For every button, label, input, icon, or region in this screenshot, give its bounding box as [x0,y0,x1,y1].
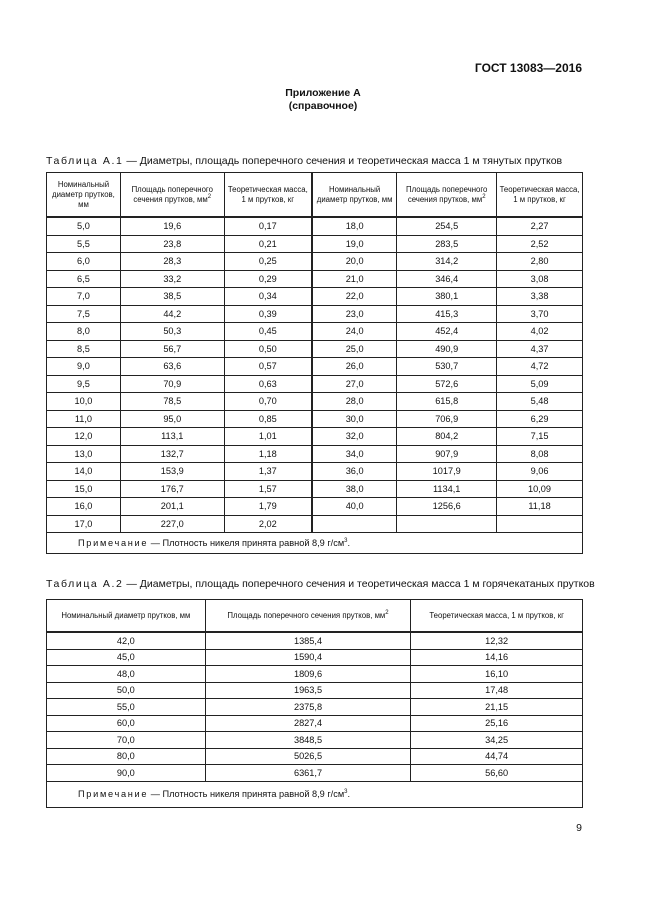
table-cell: 2827,4 [205,715,411,732]
table-cell: 18,0 [312,217,397,235]
table-row [47,235,583,253]
table2-header-area-text: Площадь поперечного сечения прутков, мм [227,610,386,620]
table-cell: 19,6 [120,217,224,235]
table-cell: 33,2 [120,270,224,288]
table-cell: 5,48 [497,393,583,411]
table-cell: 16,0 [47,498,121,516]
table-cell: 1,01 [224,428,312,446]
table1-note-sup: 3 [344,538,348,544]
table-cell: 201,1 [120,498,224,516]
table-cell: 95,0 [120,410,224,428]
table-row [47,410,583,428]
table-cell: 346,4 [397,270,497,288]
table-cell: 13,0 [47,445,121,463]
table-cell: 70,9 [120,375,224,393]
table-cell: 907,9 [397,445,497,463]
table-cell: 9,5 [47,375,121,393]
table2-header-mass [411,600,583,633]
table-cell: 1590,4 [205,649,411,666]
table-row [47,748,583,765]
table-row [47,375,583,393]
table-cell: 23,8 [120,235,224,253]
table-row [47,632,583,649]
table-cell: 314,2 [397,253,497,271]
table-cell: 8,0 [47,323,121,341]
table2-header-area [205,600,411,633]
table2-header-row [47,600,583,633]
table-cell: 3848,5 [205,732,411,749]
table-cell: 7,5 [47,305,121,323]
table-cell: 572,6 [397,375,497,393]
table-cell: 4,72 [497,358,583,376]
table-cell: 0,25 [224,253,312,271]
table-cell: 14,0 [47,463,121,481]
table-cell: 132,7 [120,445,224,463]
table-cell: 7,0 [47,288,121,306]
table-cell: 1256,6 [397,498,497,516]
table-cell: 4,02 [497,323,583,341]
table-row [47,480,583,498]
table-cell: 21,0 [312,270,397,288]
table1-header-mass2 [497,173,583,218]
table-cell: 55,0 [47,699,206,716]
table2-caption-text: — Диаметры, площадь поперечного сечения и теоретическая масса 1 м горячекатаных прутков [123,578,595,590]
table-cell: 0,70 [224,393,312,411]
table-row [47,358,583,376]
table2-header-mass-text: Теоретическая масса, 1 м прутков, кг [429,610,564,620]
table-cell: 0,57 [224,358,312,376]
table-row [47,428,583,446]
table-cell: 22,0 [312,288,397,306]
table2-note-end: . [347,789,351,799]
table1-header-area2-text: Площадь поперечного сечения прутков, мм [406,184,488,204]
table-cell: 1,37 [224,463,312,481]
table-cell: 19,0 [312,235,397,253]
table-cell: 10,09 [497,480,583,498]
table-cell: 36,0 [312,463,397,481]
table-cell: 30,0 [312,410,397,428]
table-cell: 0,85 [224,410,312,428]
table-cell [312,515,397,533]
table-row [47,666,583,683]
table-cell: 32,0 [312,428,397,446]
table-cell: 5,5 [47,235,121,253]
table-row [47,393,583,411]
table-cell: 80,0 [47,748,206,765]
table-cell: 490,9 [397,340,497,358]
table2-note [47,781,583,807]
table-cell [497,515,583,533]
appendix-title: Приложение А [285,87,361,99]
table-cell: 8,08 [497,445,583,463]
table-cell: 11,0 [47,410,121,428]
table-cell: 1385,4 [205,632,411,649]
table-cell: 1809,6 [205,666,411,683]
table-cell: 2,80 [497,253,583,271]
table-cell: 5,09 [497,375,583,393]
table-row [47,323,583,341]
table-cell: 40,0 [312,498,397,516]
table-cell: 227,0 [120,515,224,533]
table-cell: 44,2 [120,305,224,323]
table-cell: 60,0 [47,715,206,732]
table1-note-row [47,533,583,554]
table-cell: 153,9 [120,463,224,481]
table-row [47,649,583,666]
table2-note-label: Примечание [78,789,149,799]
table-cell: 176,7 [120,480,224,498]
table2-header-area-sup: 2 [385,609,389,616]
table1 [46,172,583,554]
table-cell: 0,39 [224,305,312,323]
table-cell: 113,1 [120,428,224,446]
table-cell: 0,17 [224,217,312,235]
table2-note-text: — Плотность никеля принята равной 8,9 г/см [148,789,345,799]
table-cell: 254,5 [397,217,497,235]
table1-header-diameter-text: Номинальный диаметр прутков, мм [52,179,115,209]
table1-note-end: . [347,538,351,548]
table-row [47,682,583,699]
table-cell: 2,27 [497,217,583,235]
table1-header-diameter2 [312,173,397,218]
table-cell: 2,02 [224,515,312,533]
table-cell: 0,63 [224,375,312,393]
table2-caption [46,578,595,590]
table-cell: 70,0 [47,732,206,749]
table-cell: 14,16 [411,649,583,666]
table-cell: 1,79 [224,498,312,516]
table-cell: 0,45 [224,323,312,341]
table-row [47,288,583,306]
table-cell: 78,5 [120,393,224,411]
table-cell: 38,0 [312,480,397,498]
table1-caption-label: Таблица А.1 [46,155,124,167]
table-cell: 23,0 [312,305,397,323]
table1-header-diameter2-text: Номинальный диаметр прутков, мм [316,184,393,204]
table-cell: 15,0 [47,480,121,498]
table-cell: 452,4 [397,323,497,341]
table-cell: 44,74 [411,748,583,765]
table-row [47,515,583,533]
table-cell: 20,0 [312,253,397,271]
table-cell: 4,37 [497,340,583,358]
table-cell: 2,52 [497,235,583,253]
table-cell: 21,15 [411,699,583,716]
table-cell: 7,15 [497,428,583,446]
table-cell: 1963,5 [205,682,411,699]
table-cell: 8,5 [47,340,121,358]
table-cell: 6361,7 [205,765,411,782]
table-cell: 3,70 [497,305,583,323]
table-cell: 12,0 [47,428,121,446]
table-cell: 0,29 [224,270,312,288]
table-row [47,445,583,463]
table-cell: 27,0 [312,375,397,393]
table-cell: 283,5 [397,235,497,253]
table-cell: 1,57 [224,480,312,498]
table-cell: 9,0 [47,358,121,376]
appendix-heading [0,87,646,113]
table1-header-area [120,173,224,218]
table-cell: 380,1 [397,288,497,306]
table-cell: 17,48 [411,682,583,699]
table-cell: 56,60 [411,765,583,782]
table1-header-row [47,173,583,218]
table-cell: 24,0 [312,323,397,341]
table-row [47,765,583,782]
table-cell: 17,0 [47,515,121,533]
table-row [47,305,583,323]
table1-header-mass [224,173,312,218]
table-cell: 56,7 [120,340,224,358]
table-cell: 804,2 [397,428,497,446]
table-cell: 0,21 [224,235,312,253]
table-cell: 26,0 [312,358,397,376]
table-cell: 34,0 [312,445,397,463]
table-cell: 34,25 [411,732,583,749]
table-cell: 10,0 [47,393,121,411]
table1-header-diameter [47,173,121,218]
table-cell: 28,0 [312,393,397,411]
table-row [47,217,583,235]
table1-note-text: — Плотность никеля принята равной 8,9 г/см [148,538,345,548]
table1-note-label: Примечание [78,538,149,548]
table-cell: 3,08 [497,270,583,288]
table-row [47,732,583,749]
table-cell: 11,18 [497,498,583,516]
table1-header-area2 [397,173,497,218]
table-cell: 3,38 [497,288,583,306]
table-cell: 706,9 [397,410,497,428]
table1-header-area-sup: 2 [207,193,212,200]
table-cell: 28,3 [120,253,224,271]
table-row [47,253,583,271]
table-cell: 38,5 [120,288,224,306]
table-cell: 6,0 [47,253,121,271]
table2 [46,599,583,808]
standard-number: ГОСТ 13083—2016 [474,61,582,75]
table-cell: 5026,5 [205,748,411,765]
table-cell: 615,8 [397,393,497,411]
table-cell: 42,0 [47,632,206,649]
table-row [47,340,583,358]
table1-header-mass2-text: Теоретическая масса, 1 м прутков, кг [499,184,580,204]
table1-caption [46,155,562,167]
table-cell: 2375,8 [205,699,411,716]
table-cell: 1134,1 [397,480,497,498]
table-cell: 25,0 [312,340,397,358]
table-cell: 5,0 [47,217,121,235]
page-number: 9 [576,822,582,834]
table-cell: 0,50 [224,340,312,358]
table-cell: 25,16 [411,715,583,732]
table2-caption-label: Таблица А.2 [46,578,124,590]
table-cell: 48,0 [47,666,206,683]
appendix-subtitle: (справочное) [288,100,358,112]
table-row [47,715,583,732]
table-cell: 9,06 [497,463,583,481]
table2-header-diameter-text: Номинальный диаметр прутков, мм [61,610,191,620]
table-cell [397,515,497,533]
table-cell: 1017,9 [397,463,497,481]
table1-header-area-text: Площадь поперечного сечения прутков, мм [131,184,213,204]
table2-header-diameter [47,600,206,633]
table-row [47,699,583,716]
table-cell: 63,6 [120,358,224,376]
table-cell: 50,0 [47,682,206,699]
table-cell: 530,7 [397,358,497,376]
table-cell: 415,3 [397,305,497,323]
table1-note [47,533,583,554]
table2-note-row [47,781,583,807]
table-cell: 90,0 [47,765,206,782]
table-cell: 50,3 [120,323,224,341]
table-cell: 45,0 [47,649,206,666]
table1-header-mass-text: Теоретическая масса, 1 м прутков, кг [227,184,308,204]
table-cell: 1,18 [224,445,312,463]
table-cell: 16,10 [411,666,583,683]
table-cell: 12,32 [411,632,583,649]
table-row [47,463,583,481]
table-row [47,270,583,288]
table1-header-area2-sup: 2 [482,193,486,200]
table2-note-sup: 3 [344,789,348,795]
table-cell: 6,29 [497,410,583,428]
table1-caption-text: — Диаметры, площадь поперечного сечения и теоретическая масса 1 м тянутых прутков [123,155,563,167]
table-row [47,498,583,516]
table-cell: 6,5 [47,270,121,288]
table-cell: 0,34 [224,288,312,306]
